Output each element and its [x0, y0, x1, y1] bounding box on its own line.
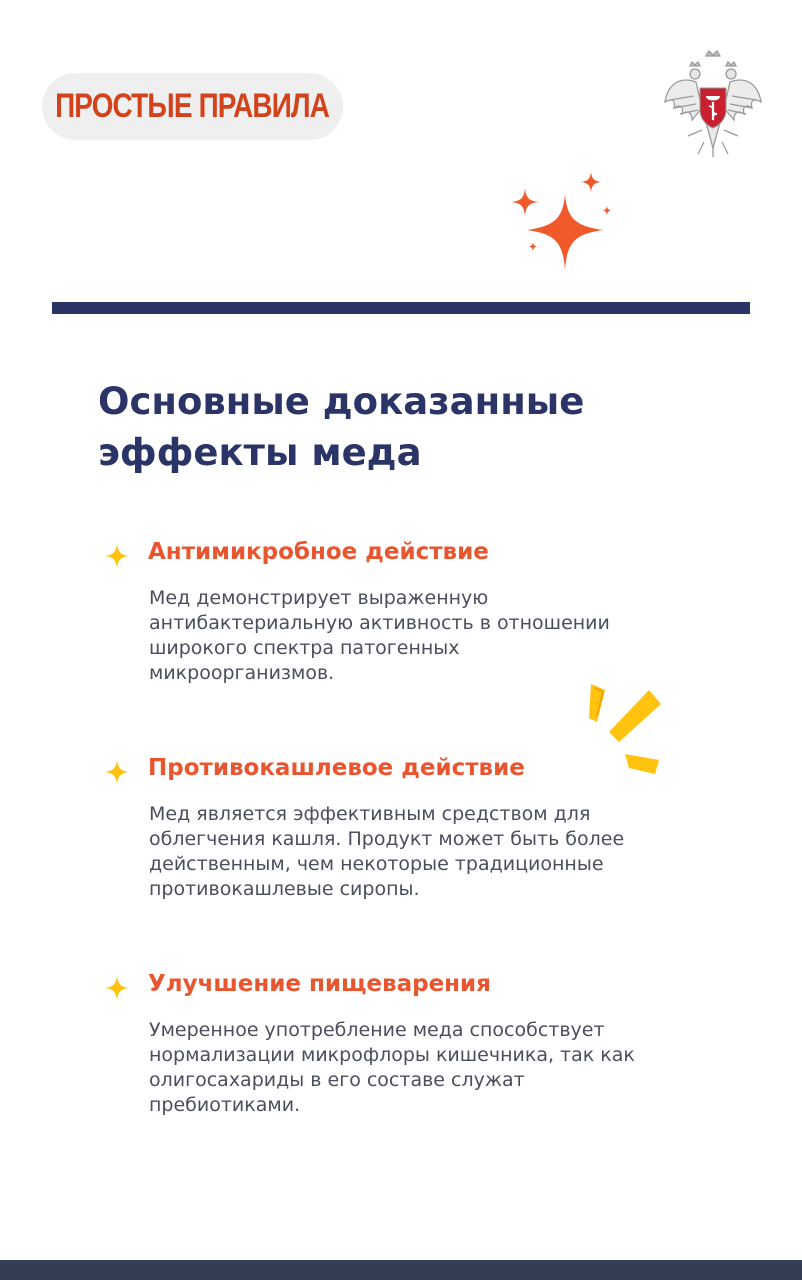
effect-description-line: олигосахариды в его составе служат — [149, 1069, 525, 1091]
double-headed-eagle-emblem — [662, 50, 764, 158]
effect-heading: Антимикробное действие — [148, 539, 489, 565]
effect-description-line: широкого спектра патогенных — [149, 637, 460, 659]
effect-description-line: нормализации микрофлоры кишечника, так как — [149, 1044, 635, 1066]
four-point-star-icon — [105, 760, 129, 784]
section-divider — [52, 302, 750, 314]
effect-heading: Противокашлевое действие — [148, 755, 525, 781]
page-title-line-2: эффекты меда — [98, 431, 422, 474]
page-title — [98, 376, 718, 478]
four-point-star-icon — [105, 544, 129, 568]
effect-description-line: микроорганизмов. — [149, 662, 335, 684]
effect-description-line: облегчения кашля. Продукт может быть более — [149, 828, 625, 850]
effect-description — [149, 1018, 719, 1118]
confetti-strokes-icon — [585, 682, 665, 778]
effect-description-line: Умеренное употребление меда способствует — [149, 1019, 605, 1041]
effect-description-line: Мед является эффективным средством для — [149, 803, 591, 825]
four-point-star-icon — [105, 976, 129, 1000]
effect-description-line: пребиотиками. — [149, 1094, 301, 1116]
effect-description — [149, 802, 719, 902]
rubric-badge-label: ПРОСТЫЕ ПРАВИЛА — [55, 87, 330, 125]
page-title-line-1: Основные доказанные — [98, 380, 585, 423]
effect-description-line: противокашлевые сиропы. — [149, 878, 420, 900]
sparkle-stars-icon — [505, 168, 615, 278]
rubric-badge — [42, 73, 343, 140]
effect-description — [149, 586, 719, 686]
effect-description-line: Мед демонстрирует выраженную — [149, 587, 489, 609]
effect-description-line: действенным, чем некоторые традиционные — [149, 853, 604, 875]
effect-heading: Улучшение пищеварения — [148, 971, 491, 997]
effect-description-line: антибактериальную активность в отношении — [149, 612, 610, 634]
footer-bar — [0, 1260, 802, 1280]
